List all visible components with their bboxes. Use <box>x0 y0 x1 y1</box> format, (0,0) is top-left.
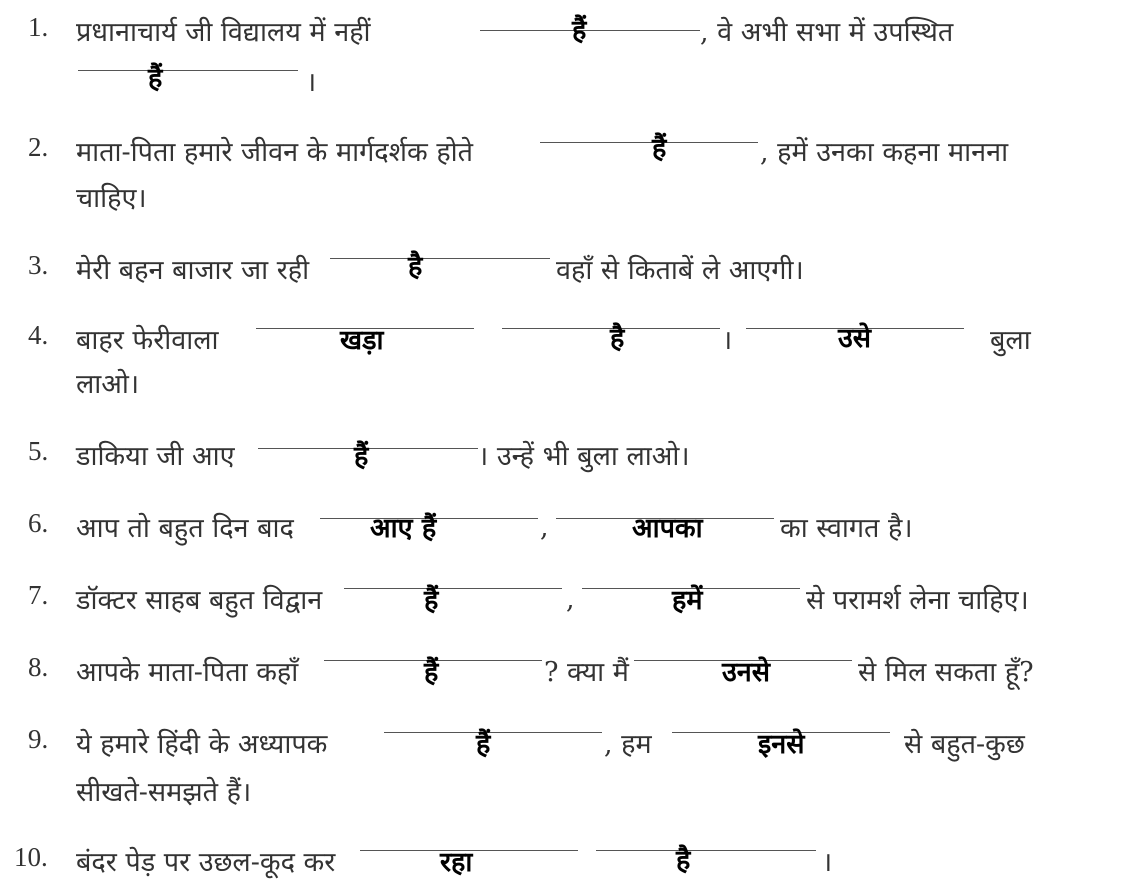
item-number: 1. <box>28 12 49 42</box>
blank-line <box>540 142 758 143</box>
sentence-text: लाओ। <box>76 369 140 400</box>
sentence-text: डॉक्टर साहब बहुत विद्वान <box>76 585 323 616</box>
answer-text: हैं <box>652 133 667 164</box>
sentence-text: , हम <box>604 729 652 760</box>
sentence-text: ? क्या मैं <box>544 657 629 688</box>
answer-text: है <box>408 251 423 282</box>
sentence-text: । <box>306 67 317 98</box>
sentence-text: आपके माता-पिता कहाँ <box>76 657 299 688</box>
item-number: 2. <box>28 132 49 162</box>
sentence-text: का स्वागत है। <box>780 513 913 544</box>
answer-text: हैं <box>424 585 439 616</box>
sentence-text: डाकिया जी आए <box>76 441 235 472</box>
sentence-text: बाहर फेरीवाला <box>76 325 219 356</box>
blank-line <box>78 70 298 71</box>
answer-text: इनसे <box>758 729 805 760</box>
blank-line <box>384 732 602 733</box>
item-number: 8. <box>28 652 49 682</box>
blank-line <box>480 30 700 31</box>
blank-line <box>330 258 550 259</box>
answer-text: आए हैं <box>370 513 437 544</box>
sentence-text: से परामर्श लेना चाहिए। <box>806 585 1029 616</box>
blank-line <box>344 588 562 589</box>
sentence-text: वहाँ से किताबें ले आएगी। <box>556 255 804 286</box>
sentence-text: प्रधानाचार्य जी विद्यालय में नहीं <box>76 17 371 48</box>
sentence-text: । <box>722 325 733 356</box>
sentence-text: से बहुत-कुछ <box>904 729 1025 760</box>
sentence-text: , वे अभी सभा में उपस्थित <box>700 17 954 48</box>
sentence-text: बुला <box>990 325 1031 356</box>
sentence-text: से मिल सकता हूँ? <box>858 657 1034 688</box>
answer-text: है <box>676 845 691 876</box>
sentence-text: , हमें उनका कहना मानना <box>760 137 1009 168</box>
sentence-text: आप तो बहुत दिन बाद <box>76 513 294 544</box>
item-number: 9. <box>28 724 49 754</box>
answer-text: हैं <box>424 657 439 688</box>
sentence-text: , <box>566 584 575 615</box>
answer-text: हैं <box>572 15 587 46</box>
item-number: 4. <box>28 320 49 350</box>
answer-text: खड़ा <box>340 325 384 356</box>
sentence-text: चाहिए। <box>76 183 147 214</box>
answer-text: उनसे <box>722 657 771 688</box>
blank-line <box>596 850 816 851</box>
sentence-text: । उन्हें भी बुला लाओ। <box>478 441 690 472</box>
item-number: 5. <box>28 436 49 466</box>
sentence-text: , <box>540 512 549 543</box>
sentence-text: मेरी बहन बाजार जा रही <box>76 255 310 286</box>
answer-text: हैं <box>354 441 369 472</box>
answer-text: है <box>610 323 625 354</box>
sentence-text: । <box>822 847 833 878</box>
answer-text: रहा <box>440 847 473 878</box>
answer-text: उसे <box>838 323 872 354</box>
item-number: 3. <box>28 250 49 280</box>
item-number: 10. <box>14 842 48 872</box>
item-number: 6. <box>28 508 49 538</box>
sentence-text: माता-पिता हमारे जीवन के मार्गदर्शक होते <box>76 137 474 168</box>
answer-text: हमें <box>672 585 703 616</box>
sentence-text: बंदर पेड़ पर उछल-कूद कर <box>76 847 336 878</box>
item-number: 7. <box>28 580 49 610</box>
sentence-text: सीखते-समझते हैं। <box>76 777 252 808</box>
sentence-text: ये हमारे हिंदी के अध्यापक <box>76 729 328 760</box>
answer-text: हैं <box>148 63 163 94</box>
answer-text: हैं <box>476 729 491 760</box>
answer-text: आपका <box>632 513 703 544</box>
